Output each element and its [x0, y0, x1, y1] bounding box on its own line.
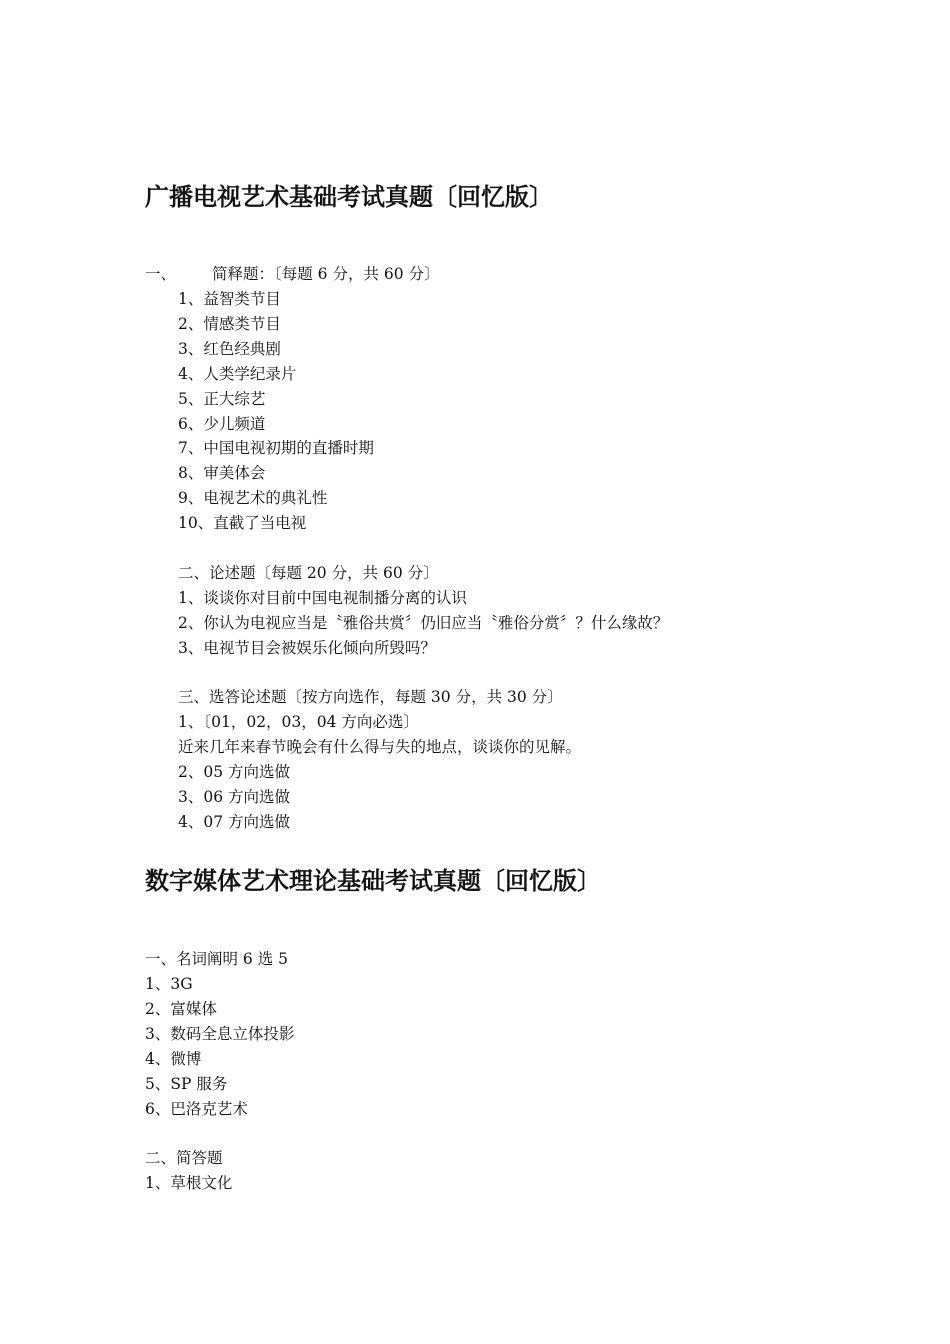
list-item: 8、审美体会: [178, 464, 266, 482]
doc2-section2-heading: 二、简答题: [145, 1149, 223, 1167]
list-item: 1、〔01，02，03，04 方向必选〕: [178, 713, 419, 731]
list-item: 10、直截了当电视: [178, 514, 307, 532]
list-item: 6、少儿频道: [178, 415, 266, 433]
list-item: 1、益智类节目: [178, 290, 281, 308]
list-item: 9、电视艺术的典礼性: [178, 489, 328, 507]
doc2-section1-heading: 一、名词阐明 6 选 5: [145, 950, 289, 968]
list-item: 4、人类学纪录片: [178, 365, 297, 383]
list-item: 7、中国电视初期的直播时期: [178, 439, 374, 457]
list-item: 2、情感类节目: [178, 315, 281, 333]
doc1-section3-heading: 三、选答论述题〔按方向选作，每题 30 分，共 30 分〕: [178, 688, 563, 706]
list-item: 3、数码全息立体投影: [145, 1025, 295, 1043]
list-item: 2、你认为电视应当是〝雅俗共赏〞仍旧应当〝雅俗分赏〞？什么缘故？: [178, 614, 669, 632]
doc1-section1-heading: 简释题：〔每题 6 分，共 60 分〕: [212, 265, 440, 283]
list-item: 近来几年来春节晚会有什么得与失的地点，谈谈你的见解。: [178, 738, 582, 756]
list-item: 2、富媒体: [145, 1000, 217, 1018]
list-item: 2、05 方向选做: [178, 763, 291, 781]
doc2-title: 数字媒体艺术理论基础考试真题〔回忆版〕: [145, 866, 601, 895]
list-item: 3、06 方向选做: [178, 788, 291, 806]
doc1-section1-number: 一、: [145, 265, 177, 283]
list-item: 3、电视节目会被娱乐化倾向所毁吗？: [178, 639, 436, 657]
list-item: 6、巴洛克艺术: [145, 1100, 248, 1118]
list-item: 1、3G: [145, 975, 193, 993]
list-item: 1、谈谈你对目前中国电视制播分离的认识: [178, 589, 467, 607]
doc1-title: 广播电视艺术基础考试真题〔回忆版〕: [145, 182, 553, 211]
list-item: 5、正大综艺: [178, 390, 266, 408]
list-item: 1、草根文化: [145, 1174, 233, 1192]
list-item: 4、微博: [145, 1050, 202, 1068]
doc1-section2-heading: 二、论述题〔每题 20 分，共 60 分〕: [178, 564, 439, 582]
list-item: 3、红色经典剧: [178, 340, 281, 358]
list-item: 4、07 方向选做: [178, 813, 291, 831]
list-item: 5、SP 服务: [145, 1075, 228, 1093]
